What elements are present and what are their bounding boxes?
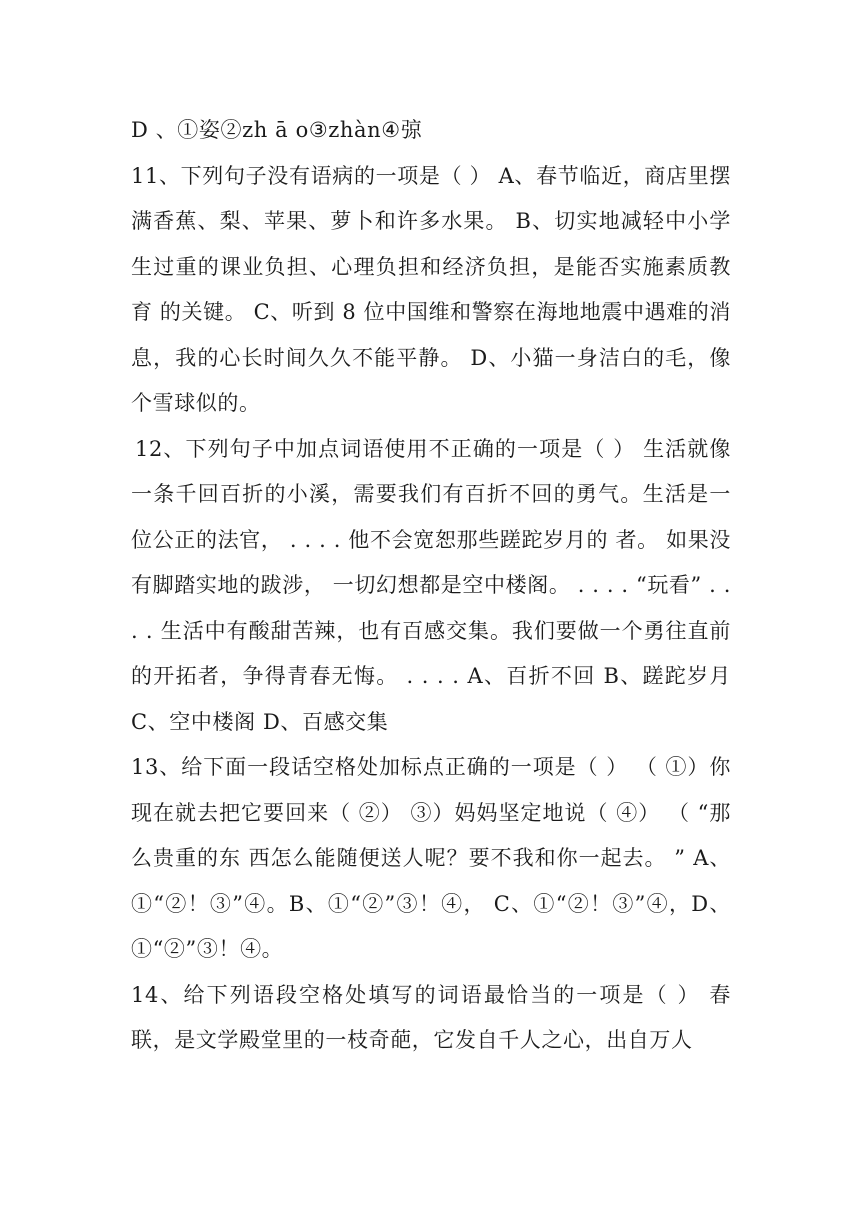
- answer-option-d-line: D 、①姿②zh ā o③zhàn④弶: [131, 118, 423, 142]
- question-11: 11、下列句子没有语病的一项是（ ） A、春节临近，商店里摆满香蕉、梨、苹果、萝卜和许多水果。 B、切实地减轻中小学生过重的课业负担、心理负担和经济负担，是能否实施素质教育 的关键。 C、听到 8 位中国维和警察在海地地震中遇难的消息，我的心长时间久久不能平静。 D、小猫一身洁白的毛，像个雪球似的。: [131, 163, 731, 415]
- question-13: 13、给下面一段话空格处加标点正确的一项是（ ） （ ①）你现在就去把它要回来（ ②） ③）妈妈坚定地说（ ④） （ “那么贵重的东 西怎么能随便送人呢？要不我和你一起去。 ” A、①“②！③”④。B、①“②”③！④， C、①“②！③”④，D、①“②”③！④。: [131, 755, 731, 961]
- document-text: [131, 108, 731, 1064]
- question-12: 12、下列句子中加点词语使用不正确的一项是（ ） 生活就像一条千回百折的小溪，需要我们有百折不回的勇气。生活是一位公正的法官， . . . . 他不会宽恕那些蹉跎岁月的 者。 如果没有脚踏实地的跋涉， 一切幻想都是空中楼阁。 . . . . “玩看” . . . . 生活中有酸甜苦辣，也有百感交集。我们要做一个勇往直前的开拓者，争得青春无悔。 . . . . A、百折不回 B、蹉跎岁月 C、空中楼阁 D、百感交集: [131, 436, 731, 734]
- question-14: 14、给下列语段空格处填写的词语最恰当的一项是（ ） 春联，是文学殿堂里的一枝奇葩，它发自千人之心，出自万人: [131, 982, 731, 1052]
